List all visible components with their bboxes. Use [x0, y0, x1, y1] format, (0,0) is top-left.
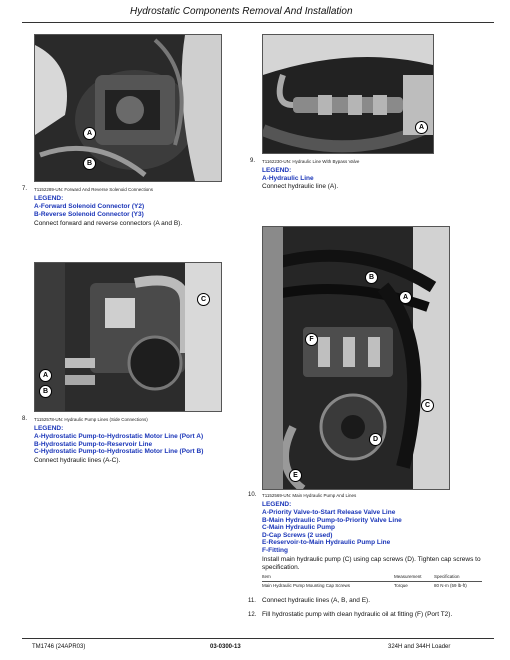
step-number: 12.: [248, 612, 257, 618]
spec-header-item: Item: [262, 574, 271, 579]
step-instruction: Connect forward and reverse connectors (A and B).: [34, 220, 183, 227]
step-number: 9.: [250, 158, 256, 164]
legend-item: A-Forward Solenoid Connector (Y2): [34, 203, 145, 210]
photo-bypass-valve-line: [262, 34, 434, 154]
photo-main-pump-lines: [262, 226, 450, 490]
footer-model: 324H and 344H Loader: [388, 644, 451, 650]
spec-cell-measurement: Torque: [394, 583, 408, 588]
callout-B: B: [39, 385, 52, 398]
legend-item: B-Main Hydraulic Pump-to-Priority Valve Line: [262, 516, 402, 524]
callout-C: C: [421, 399, 434, 412]
callout-A: A: [399, 291, 412, 304]
legend-item: C-Main Hydraulic Pump: [262, 524, 335, 531]
legend-item: E-Reservoir-to-Main Hydraulic Pump Line: [262, 539, 391, 546]
legend-title: LEGEND:: [262, 167, 292, 174]
footer-rule: [22, 638, 494, 639]
step-number: 10.: [248, 492, 257, 498]
legend-item: B-Reverse Solenoid Connector (Y3): [34, 210, 144, 218]
callout-E: E: [289, 469, 302, 482]
step-number: 11.: [248, 598, 256, 604]
photo-solenoid-connections: [34, 34, 222, 182]
photo-pump-side-connections: [34, 262, 222, 412]
spec-table-header: [262, 574, 482, 581]
legend-title: LEGEND:: [34, 195, 64, 202]
callout-F: F: [305, 333, 318, 346]
spec-cell-specification: 80 N·m (59 lb-ft): [434, 583, 467, 588]
figure-caption: T1152578-UN: Hydraulic Pump Lines (Side Connections): [34, 417, 148, 422]
callout-D: D: [369, 433, 382, 446]
step-instruction: Connect hydraulic line (A).: [262, 183, 339, 190]
footer-doc-id: TM1746 (24APR03): [32, 644, 86, 650]
legend-item: A-Hydrostatic Pump-to-Hydrostatic Motor Line (Port A): [34, 433, 204, 440]
pump-side-photo-image: [35, 263, 221, 411]
callout-A: A: [39, 369, 52, 382]
page-title: Hydrostatic Components Removal And Installation: [130, 6, 353, 17]
step-instruction: Connect hydraulic lines (A-C).: [34, 457, 121, 464]
solenoid-photo-image: [35, 35, 221, 181]
legend-title: LEGEND:: [34, 425, 64, 432]
callout-B: B: [83, 157, 96, 170]
header-rule: [22, 22, 494, 23]
bypass-photo-image: [263, 35, 433, 153]
legend-list: [262, 509, 402, 554]
legend-item: F-Fitting: [262, 546, 288, 554]
spec-cell-item: Main Hydraulic Pump Mounting Cap Screws: [262, 583, 351, 588]
figure-caption: T1152289-UN: Forward And Reverse Solenoid Connections: [34, 187, 153, 192]
legend-item: A-Hydraulic Line: [262, 175, 314, 182]
legend-item: D-Cap Screws (2 used): [262, 531, 333, 539]
legend-item: A-Priority Valve-to-Start Release Valve Line: [262, 509, 396, 516]
spec-table: [262, 574, 482, 589]
step-instruction: Connect hydraulic lines (A, B, and E).: [262, 597, 371, 604]
callout-C: C: [197, 293, 210, 306]
step-instruction: Fill hydrostatic pump with clean hydraulic oil at fitting (F) (Port T2).: [262, 611, 453, 618]
legend-list: [34, 433, 203, 456]
step-number: 7.: [22, 186, 28, 192]
main-pump-photo-image: [263, 227, 449, 489]
step-instruction: Install main hydraulic pump (C) using cap screws (D). Tighten cap screws to specification.: [262, 556, 481, 571]
figure-caption: T1162230-UN: Hydraulic Line With Bypass Valve: [262, 159, 360, 164]
callout-A: A: [415, 121, 428, 134]
callout-A: A: [83, 127, 96, 140]
spec-header-measurement: Measurement: [394, 574, 422, 579]
footer-page-number: 03-0300-13: [210, 644, 241, 650]
legend-item: B-Hydrostatic Pump-to-Reservoir Line: [34, 440, 153, 448]
step-number: 8.: [22, 416, 28, 422]
spec-table-row: [262, 582, 482, 589]
figure-caption: T1152569-UN: Main Hydraulic Pump And Lines: [262, 493, 357, 498]
spec-header-specification: Specification: [434, 574, 460, 579]
callout-B: B: [365, 271, 378, 284]
legend-item: C-Hydrostatic Pump-to-Hydrostatic Motor Line (Port B): [34, 448, 204, 455]
legend-title: LEGEND:: [262, 501, 292, 508]
legend-list: [34, 203, 144, 218]
